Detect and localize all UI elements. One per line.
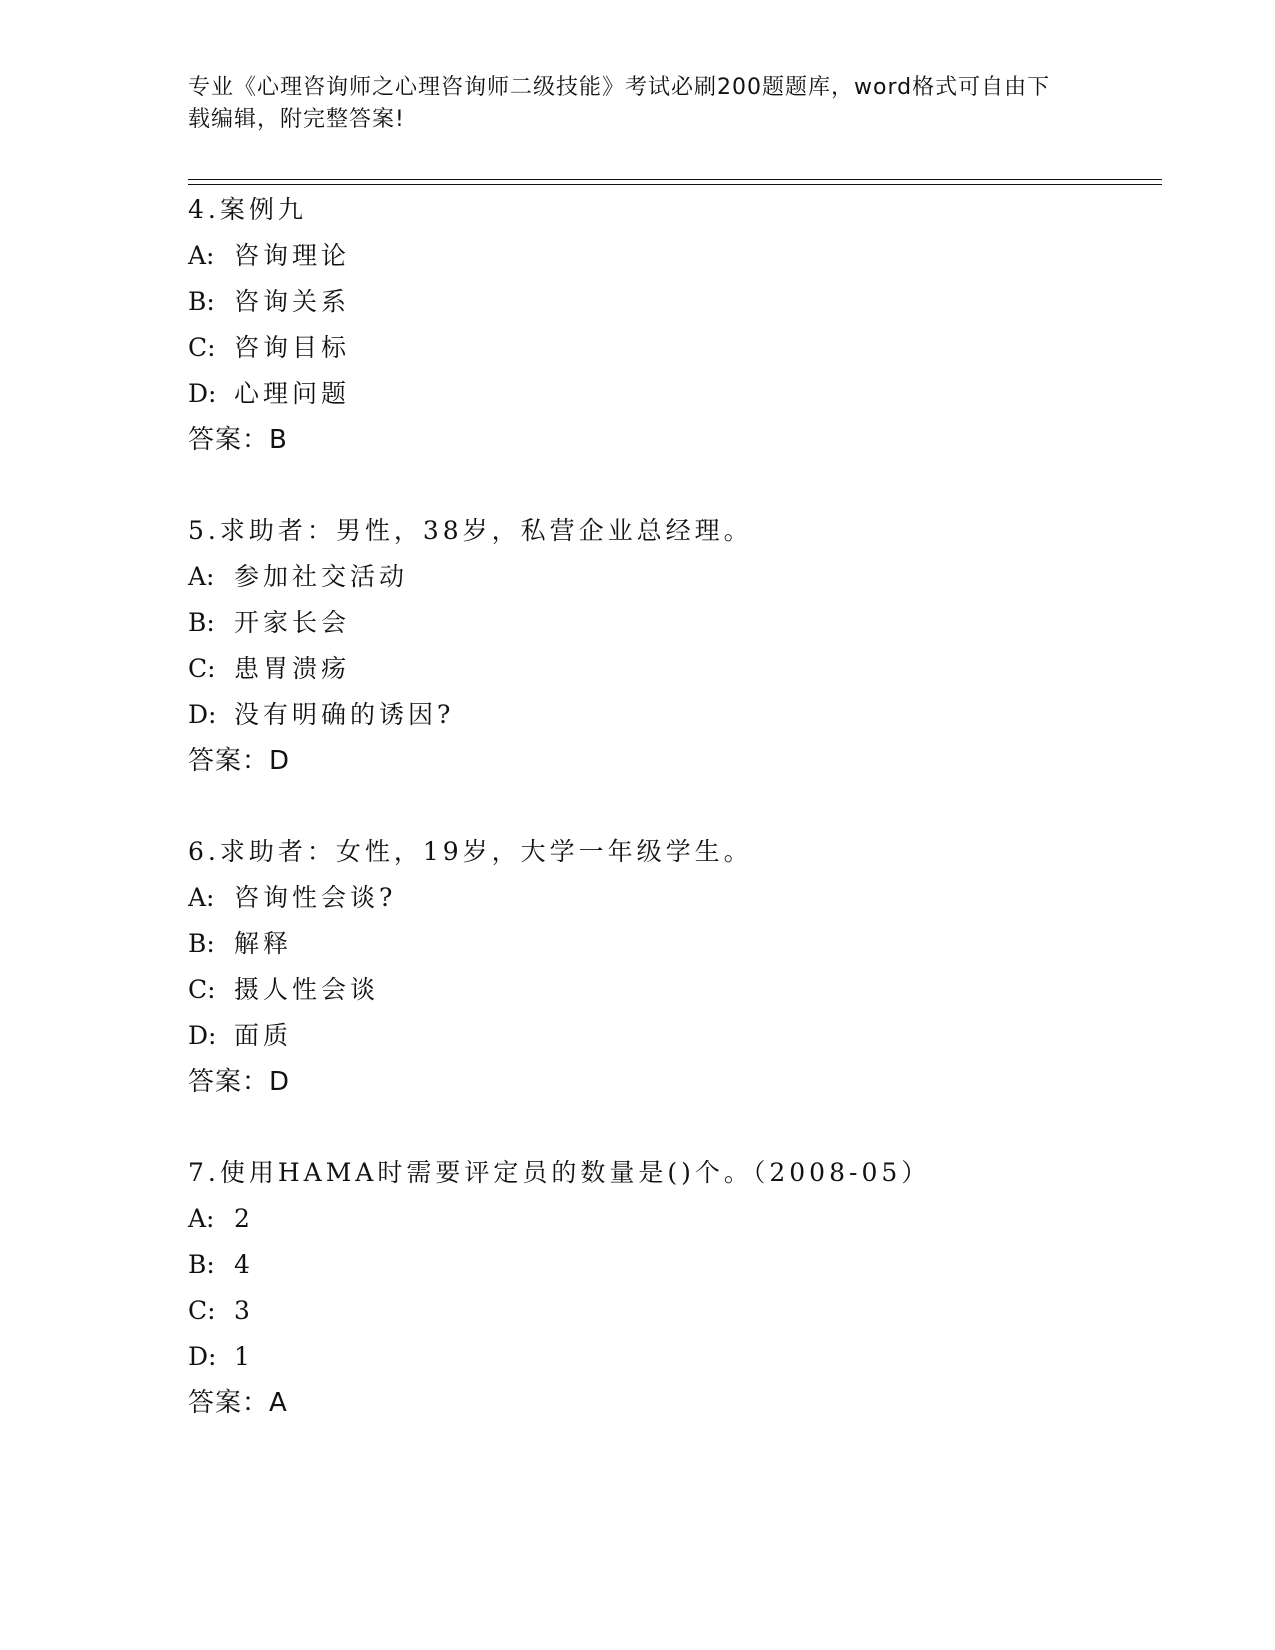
option-key: A: — [188, 241, 215, 270]
option-key: D: — [188, 1342, 217, 1371]
option-key: A: — [188, 562, 215, 591]
option-text: 面质 — [234, 1021, 293, 1050]
question-stem: 7.使用HAMA时需要评定员的数量是()个。（2008-05） — [188, 1158, 931, 1187]
option-d — [188, 1334, 1148, 1380]
option-a — [188, 875, 1148, 921]
option-c — [188, 967, 1148, 1013]
answer-line: 答案：D — [188, 746, 291, 776]
option-b — [188, 600, 1148, 646]
option-a — [188, 554, 1148, 600]
option-d — [188, 692, 1148, 738]
option-text: 咨询性会谈? — [234, 883, 397, 912]
option-a — [188, 1196, 1148, 1242]
option-text: 1 — [234, 1342, 254, 1371]
option-key: B: — [188, 1250, 215, 1279]
answer-line: 答案：B — [188, 425, 288, 455]
option-b — [188, 921, 1148, 967]
question-block — [188, 1150, 1148, 1426]
option-key: D: — [188, 700, 217, 729]
option-key: B: — [188, 929, 215, 958]
option-text: 咨询理论 — [234, 241, 351, 270]
option-c — [188, 325, 1148, 371]
answer-line: 答案：D — [188, 1067, 291, 1097]
option-key: C: — [188, 1296, 216, 1325]
option-text: 4 — [234, 1250, 254, 1279]
header-divider-bottom — [188, 184, 1162, 185]
question-block — [188, 187, 1148, 463]
option-text: 解释 — [234, 929, 293, 958]
option-b — [188, 279, 1148, 325]
option-text: 咨询目标 — [234, 333, 351, 362]
option-text: 3 — [234, 1296, 254, 1325]
document-intro: 专业《心理咨询师之心理咨询师二级技能》考试必刷200题题库，word格式可自由下载编辑，附完整答案! — [188, 75, 1051, 132]
option-text: 开家长会 — [234, 608, 351, 637]
option-key: B: — [188, 608, 215, 637]
question-block — [188, 508, 1148, 784]
option-text: 患胃溃疡 — [234, 654, 351, 683]
question-stem: 5.求助者：男性，38岁，私营企业总经理。 — [188, 516, 753, 545]
option-text: 心理问题 — [234, 379, 351, 408]
question-block — [188, 829, 1148, 1105]
option-c — [188, 646, 1148, 692]
option-key: C: — [188, 333, 216, 362]
option-text: 摄人性会谈 — [234, 975, 380, 1004]
option-a — [188, 233, 1148, 279]
option-d — [188, 1013, 1148, 1059]
option-key: C: — [188, 975, 216, 1004]
option-text: 参加社交活动 — [234, 562, 409, 591]
option-key: C: — [188, 654, 216, 683]
option-text: 2 — [234, 1204, 254, 1233]
answer-line: 答案：A — [188, 1388, 288, 1418]
question-stem: 4.案例九 — [188, 195, 307, 224]
option-c — [188, 1288, 1148, 1334]
option-key: D: — [188, 1021, 217, 1050]
option-key: A: — [188, 1204, 215, 1233]
option-text: 没有明确的诱因? — [234, 700, 455, 729]
option-b — [188, 1242, 1148, 1288]
option-d — [188, 371, 1148, 417]
option-key: A: — [188, 883, 215, 912]
option-key: B: — [188, 287, 215, 316]
question-stem: 6.求助者：女性，19岁，大学一年级学生。 — [188, 837, 753, 866]
header-divider-top — [188, 179, 1162, 180]
option-text: 咨询关系 — [234, 287, 351, 316]
option-key: D: — [188, 379, 217, 408]
